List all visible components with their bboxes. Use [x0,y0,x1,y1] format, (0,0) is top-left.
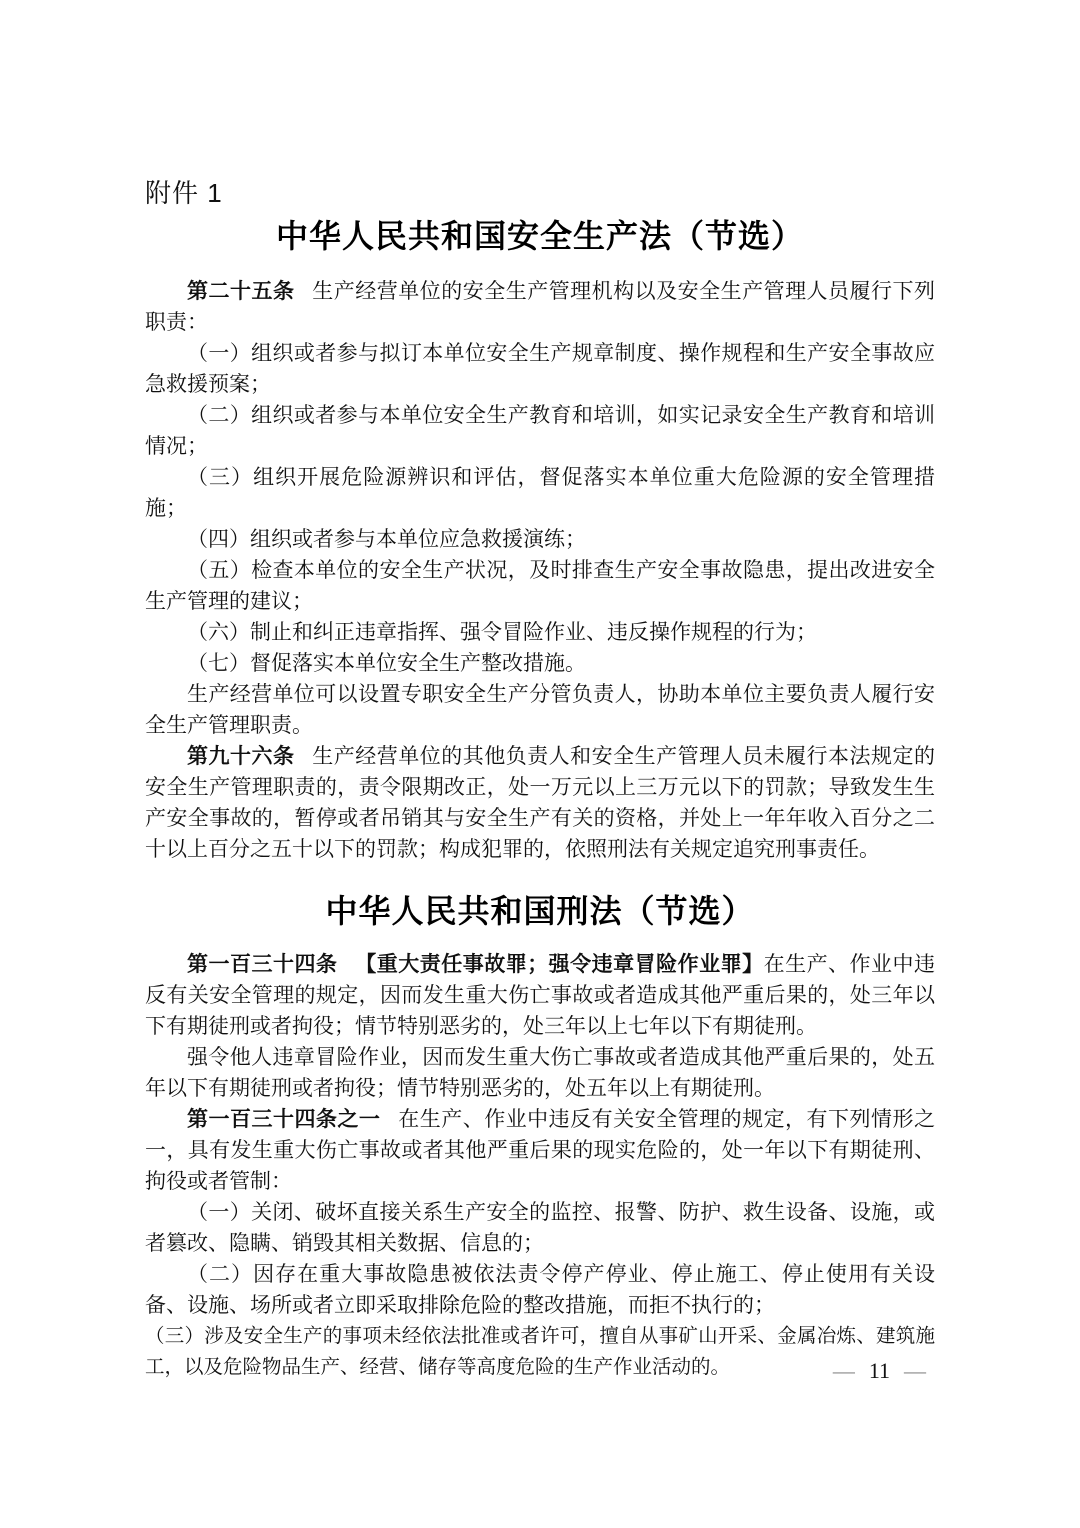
article-number: 第一百三十四条 [187,953,338,976]
law1-title: 中华人民共和国安全生产法（节选） [275,218,804,254]
page-number-dash-right: — [904,1358,926,1383]
law1-article-25 [145,276,935,338]
law1-item-2 [145,400,935,462]
law2-item-3 [145,1321,935,1383]
paragraph-text: （一）组织或者参与拟订本单位安全生产规章制度、操作规程和生产安全事故应急救援预案； [145,341,935,396]
law2-article-134-1 [145,1104,935,1197]
page-number-dash-left: — [832,1358,855,1383]
page-number [819,1358,940,1384]
law1-closing-paragraph [145,679,935,741]
law2-article-134-paragraph-2 [145,1042,935,1104]
paragraph-text: 强令他人违章冒险作业，因而发生重大伤亡事故或者造成其他严重后果的，处五年以下有期徒刑或者拘役；情节特别恶劣的，处五年以上有期徒刑。 [145,1045,935,1100]
crime-name-bracket: 【重大责任事故罪；强令违章冒险作业罪】 [355,952,764,976]
paragraph-text: （六）制止和纠正违章指挥、强令冒险作业、违反操作规程的行为； [187,620,817,644]
paragraph-text: 生产经营单位的其他负责人和安全生产管理人员未履行本法规定的安全生产管理职责的，责令限期改正，处一万元以上三万元以下的罚款；导致发生生产安全事故的，暂停或者吊销其与安全生产有关的资格，并处上一年年收入百分之二十以上百分之五十以下的罚款；构成犯罪的，依照刑法有关规定追究刑事责任。 [145,744,936,861]
paragraph-text: （二）因存在重大事故隐患被依法责令停产停业、停止施工、停止使用有关设备、设施、场所或者立即采取排除危险的整改措施，而拒不执行的； [145,1262,935,1317]
page-number-value: 11 [868,1358,890,1383]
article-number: 第九十六条 [187,745,295,768]
law2-article-134 [145,949,935,1042]
law1-item-3 [145,462,935,524]
law2-item-2 [145,1259,935,1321]
paragraph-text: （四）组织或者参与本单位应急救援演练； [187,527,586,551]
attachment-label: 附件 1 [145,178,223,208]
document-content [145,176,935,1383]
law1-item-5 [145,555,935,617]
paragraph-text: （一）关闭、破坏直接关系生产安全的监控、报警、防护、救生设备、设施，或者篡改、隐瞒、销毁其相关数据、信息的； [145,1200,935,1255]
law1-item-1 [145,338,935,400]
paragraph-text: 生产经营单位的安全生产管理机构以及安全生产管理人员履行下列职责： [145,279,936,334]
law2-item-1 [145,1197,935,1259]
article-number: 第一百三十四条之一 [187,1108,381,1131]
law1-item-7 [145,648,935,679]
paragraph-text: （五）检查本单位的安全生产状况，及时排查生产安全事故隐患，提出改进安全生产管理的建议； [145,558,935,613]
paragraph-text: 在生产、作业中违反有关安全管理的规定，有下列情形之一，具有发生重大伤亡事故或者其他严重后果的现实危险的，处一年以下有期徒刑、拘役或者管制： [145,1107,935,1193]
paragraph-text: 生产经营单位可以设置专职安全生产分管负责人，协助本单位主要负责人履行安全生产管理职责。 [145,682,935,737]
law1-item-4 [145,524,935,555]
law1-item-6 [145,617,935,648]
article-number: 第二十五条 [187,280,295,303]
paragraph-text: （三）组织开展危险源辨识和评估，督促落实本单位重大危险源的安全管理措施； [145,465,935,520]
paragraph-text: （二）组织或者参与本单位安全生产教育和培训，如实记录安全生产教育和培训情况； [145,403,935,458]
law2-title: 中华人民共和国刑法（节选） [325,893,755,929]
paragraph-text: （三）涉及安全生产的事项未经依法批准或者许可，擅自从事矿山开采、金属冶炼、建筑施工，以及危险物品生产、经营、储存等高度危险的生产作业活动的。 [145,1326,935,1378]
paragraph-text: （七）督促落实本单位安全生产整改措施。 [187,651,586,675]
paragraph-text: 在生产、作业中违反有关安全管理的规定，因而发生重大伤亡事故或者造成其他严重后果的，处三年以下有期徒刑或者拘役；情节特别恶劣的，处三年以上七年以下有期徒刑。 [145,952,936,1038]
law1-article-96 [145,741,935,865]
